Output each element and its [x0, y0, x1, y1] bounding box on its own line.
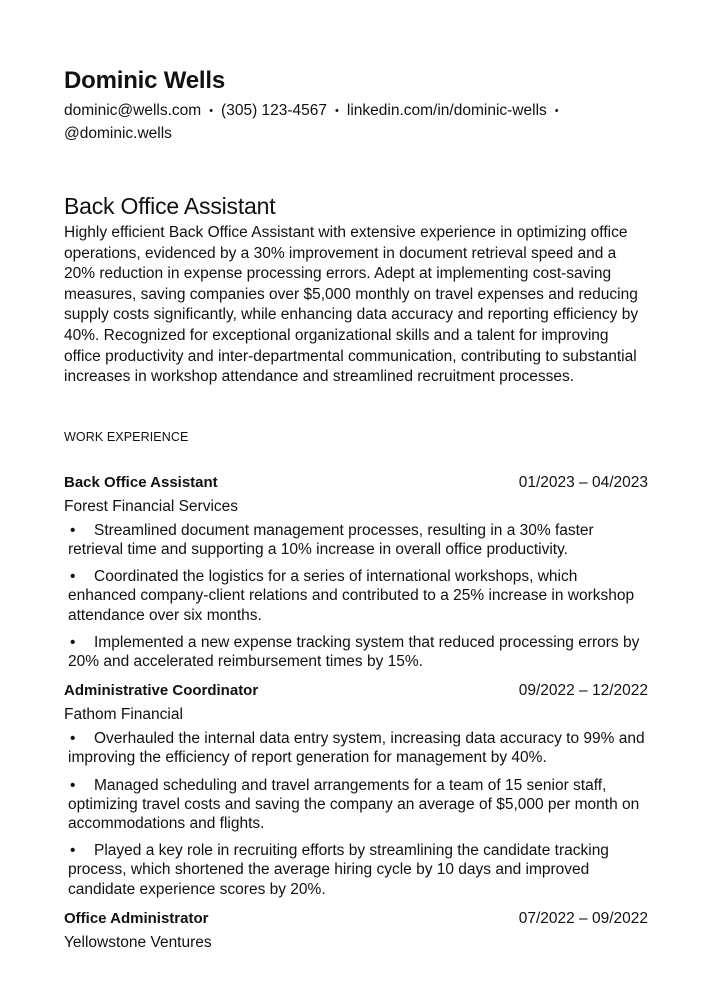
email-link[interactable]: dominic@wells.com [64, 102, 202, 119]
job-dates: 07/2022 – 09/2022 [518, 909, 648, 927]
job-title: Office Administrator [64, 909, 209, 927]
social-handle: @dominic.wells [64, 125, 172, 142]
bullet-icon: • [70, 842, 76, 860]
headline-title: Back Office Assistant [64, 193, 276, 219]
candidate-name: Dominic Wells [64, 67, 225, 94]
company-name: Forest Financial Services [64, 497, 239, 515]
separator-dot: • [335, 105, 339, 117]
bullet-item: • Streamlined document management processes, resulting in a 30% faster retrieval time and supporting a 10% increase in overall office productivity. [68, 521, 594, 558]
resume-page [64, 66, 648, 963]
company-name: Fathom Financial [64, 706, 183, 724]
bullet-icon: • [70, 776, 76, 794]
job-dates: 09/2022 – 12/2022 [518, 682, 648, 700]
summary-paragraph: Highly efficient Back Office Assistant with extensive experience in optimizing office operations, evidenced by a 30% improvement in document retrieval speed and a 20% reduction in expense processing errors. Adept at implementing cost-saving measures, saving companies over $5,000 monthly on travel expenses and reducing supply costs significantly, while enhancing data accuracy and reporting efficiency by 40%. Recognized for exceptional organizational skills and a talent for improving office productivity and inter-departmental communication, contributing to substantial increases in workshop attendance and streamlined recruitment processes. [64, 224, 639, 386]
bullet-item: • Played a key role in recruiting efforts by streamlining the candidate tracking process, which shortened the average hiring cycle by 10 days and improved candidate experience scores by 20%. [68, 842, 609, 898]
contact-line [64, 100, 648, 144]
bullet-item: • Coordinated the logistics for a series of international workshops, which enhanced company-client relations and contributed to a 25% increase in workshop attendance over six months. [68, 568, 635, 624]
job-title: Administrative Coordinator [64, 682, 259, 700]
linkedin-link[interactable]: linkedin.com/in/dominic-wells [346, 102, 547, 119]
bullet-icon: • [70, 521, 76, 539]
work-experience-heading: WORK EXPERIENCE [64, 429, 189, 444]
bullet-item: • Managed scheduling and travel arrangements for a team of 15 senior staff, optimizing travel costs and saving the company an average of $5,000 per month on accommodations and flights. [68, 776, 640, 832]
job-entry [64, 909, 648, 953]
job-title: Back Office Assistant [64, 473, 218, 491]
job-bullets [64, 521, 648, 671]
phone-text: (305) 123-4567 [221, 102, 328, 119]
job-entry [64, 473, 648, 671]
separator-dot: • [209, 105, 214, 117]
job-bullets [64, 729, 648, 899]
bullet-icon: • [70, 568, 76, 586]
bullet-item: • Overhauled the internal data entry system, increasing data accuracy to 99% and improving the efficiency of report generation for management by 40%. [68, 730, 645, 767]
company-name: Yellowstone Ventures [64, 933, 212, 951]
bullet-item: • Implemented a new expense tracking system that reduced processing errors by 20% and accelerated reimbursement times by 15%. [68, 633, 640, 670]
bullet-icon: • [70, 633, 76, 651]
bullet-icon: • [70, 730, 76, 748]
job-list [64, 473, 648, 953]
job-dates: 01/2023 – 04/2023 [518, 473, 648, 491]
separator-dot: • [554, 105, 559, 117]
job-entry [64, 681, 648, 899]
